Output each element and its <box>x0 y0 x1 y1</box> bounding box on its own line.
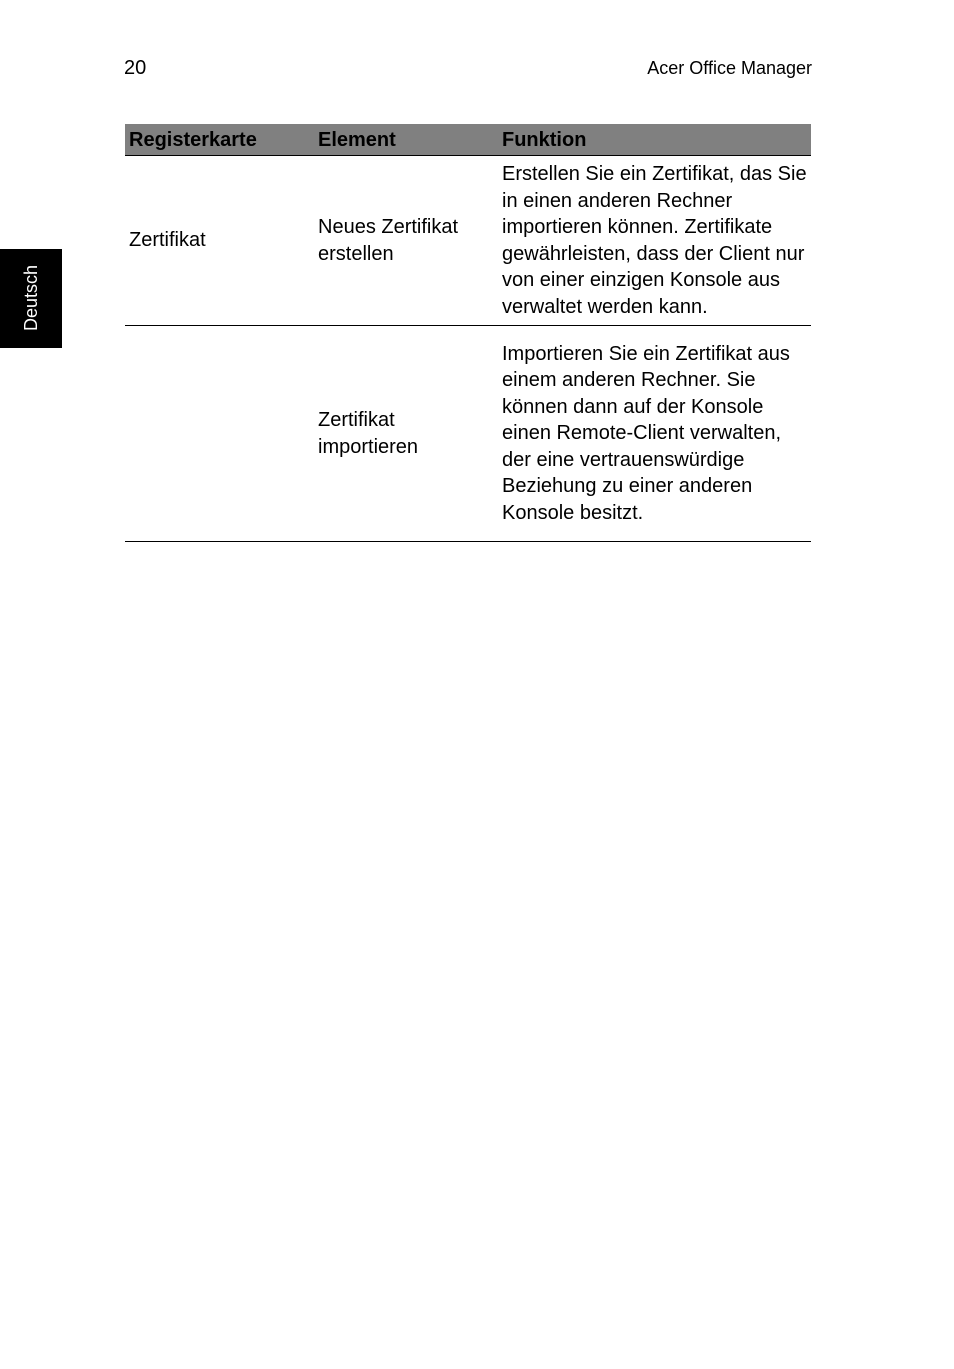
table-row <box>125 156 811 326</box>
cell-tab: Zertifikat <box>125 156 314 326</box>
cell-element: Neues Zertifikat erstellen <box>314 156 502 326</box>
language-side-tab <box>0 249 62 348</box>
column-header-registerkarte: Registerkarte <box>125 124 314 156</box>
table-header-row <box>125 124 811 156</box>
cell-element: Zertifikat importieren <box>314 326 502 542</box>
column-header-funktion: Funktion <box>502 124 811 156</box>
running-title: Acer Office Manager <box>647 58 812 78</box>
language-side-tab-label: Deutsch <box>21 264 41 332</box>
settings-table <box>125 124 811 542</box>
column-header-element: Element <box>314 124 502 156</box>
cell-function: Erstellen Sie ein Zertifikat, das Sie in einen anderen Rechner importieren können. Zertifikate gewährleisten, dass der Client nur von einer einzigen Konsole aus verwaltet werden kann. <box>502 156 811 326</box>
cell-tab <box>125 326 314 542</box>
cell-function: Importieren Sie ein Zertifikat aus einem anderen Rechner. Sie können dann auf der Konsole einen Remote-Client verwalten, der eine vertrauenswürdige Beziehung zu einer anderen Konsole besitzt. <box>502 326 811 542</box>
table-row <box>125 326 811 542</box>
page-number: 20 <box>124 57 147 79</box>
